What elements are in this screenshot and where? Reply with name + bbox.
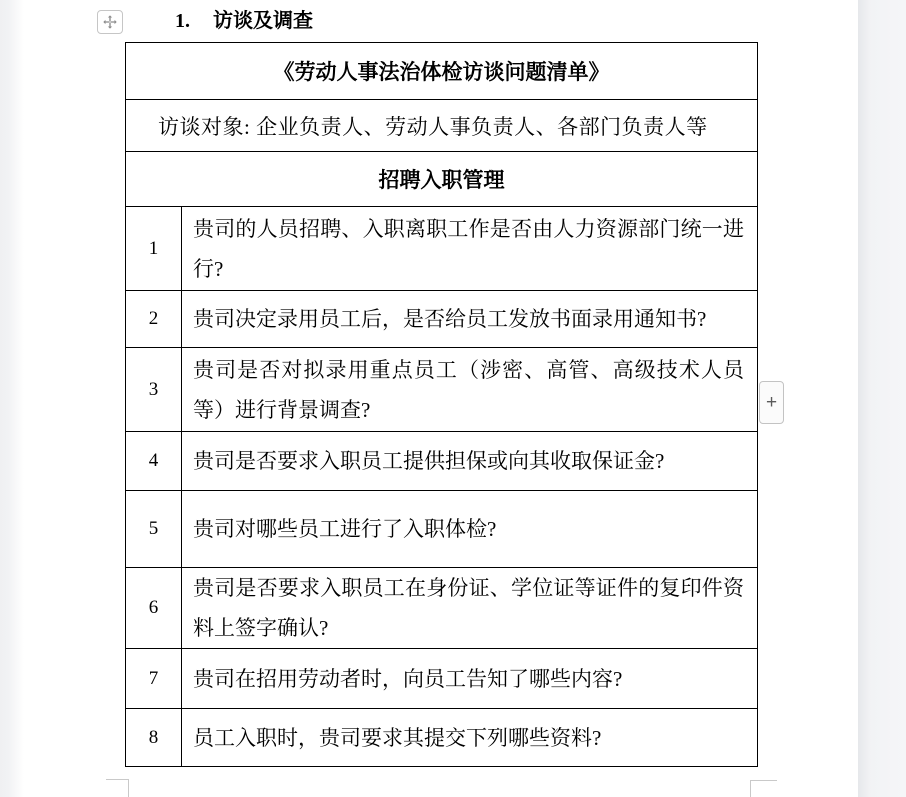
question-text[interactable]: 贵司是否要求入职员工提供担保或向其收取保证金?	[182, 432, 758, 491]
interview-target[interactable]: 访谈对象: 企业负责人、劳动人事负责人、各部门负责人等	[126, 100, 758, 152]
question-number[interactable]: 2	[126, 291, 182, 348]
move-icon	[102, 14, 118, 30]
plus-icon: +	[765, 391, 778, 413]
table-title-row	[126, 43, 758, 100]
question-text[interactable]: 贵司是否对拟录用重点员工（涉密、高管、高级技术人员等）进行背景调查?	[182, 348, 758, 432]
section-header[interactable]: 招聘入职管理	[126, 152, 758, 207]
text-boundary-mark-bottom-left	[106, 779, 129, 797]
question-number[interactable]: 4	[126, 432, 182, 491]
question-number[interactable]: 5	[126, 491, 182, 568]
question-text[interactable]: 贵司的人员招聘、入职离职工作是否由人力资源部门统一进行?	[182, 207, 758, 291]
question-number[interactable]: 6	[126, 568, 182, 649]
question-row	[126, 432, 758, 491]
section-header-row	[126, 152, 758, 207]
question-text[interactable]: 贵司对哪些员工进行了入职体检?	[182, 491, 758, 568]
section-heading[interactable]	[175, 8, 313, 34]
section-heading-number: 1.	[175, 10, 190, 32]
question-row	[126, 291, 758, 348]
question-row	[126, 207, 758, 291]
question-number[interactable]: 3	[126, 348, 182, 432]
interview-question-table	[125, 42, 758, 767]
question-number[interactable]: 7	[126, 649, 182, 709]
question-number[interactable]: 1	[126, 207, 182, 291]
question-text[interactable]: 贵司是否要求入职员工在身份证、学位证等证件的复印件资料上签字确认?	[182, 568, 758, 649]
question-number[interactable]: 8	[126, 709, 182, 767]
page-right-gutter	[858, 0, 906, 797]
question-row	[126, 348, 758, 432]
page-left-gutter	[0, 0, 26, 797]
interview-target-row	[126, 100, 758, 152]
question-row	[126, 568, 758, 649]
question-text[interactable]: 员工入职时，贵司要求其提交下列哪些资料?	[182, 709, 758, 767]
question-text[interactable]: 贵司在招用劳动者时，向员工告知了哪些内容?	[182, 649, 758, 709]
question-row	[126, 491, 758, 568]
table-move-handle[interactable]	[97, 10, 123, 34]
section-heading-text: 访谈及调查	[213, 10, 313, 32]
table-title[interactable]: 《劳动人事法治体检访谈问题清单》	[126, 43, 758, 100]
question-text[interactable]: 贵司决定录用员工后，是否给员工发放书面录用通知书?	[182, 291, 758, 348]
question-row	[126, 649, 758, 709]
text-boundary-mark-bottom-right	[750, 780, 777, 797]
insert-row-button[interactable]	[759, 381, 784, 424]
question-row	[126, 709, 758, 767]
